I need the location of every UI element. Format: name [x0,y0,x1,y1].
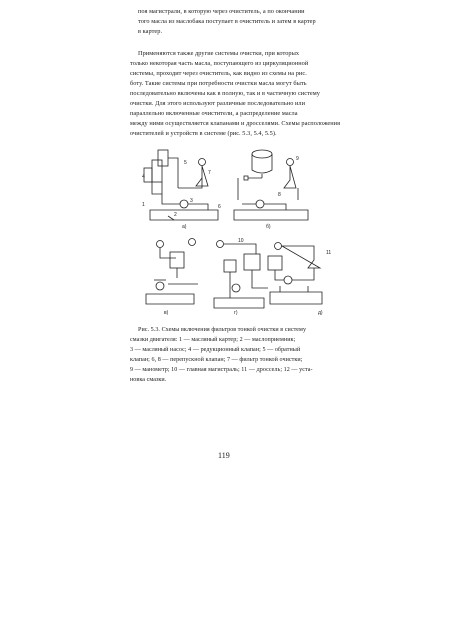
filter-body [152,160,162,182]
part-number: 2 [174,212,177,218]
caption-line: новка смазки. [130,377,167,383]
part-number: 7 [208,170,211,176]
text-line: Применяются также другие системы очистки, при которых [138,50,300,57]
subfigure-label: в) [164,310,169,316]
caption-line: клапан; 6, 8 — перепускной клапан; 7 — фильтр тонкой очистки; [130,357,303,363]
filter-symbol [284,166,296,188]
subfigure-label: г) [234,310,238,316]
text-line: системы, проходит через очиститель, как видно из схемы на рис. [130,70,307,77]
text-line: того масла из маслобака поступает в очиститель и затем в картер [138,18,316,25]
oil-pump [284,276,292,284]
caption-line: 3 — масляный насос; 4 — редукционный клапан; 5 — обратный [130,347,301,353]
oil-pump [180,200,188,208]
text-line: поя магистрали, в которую через очиститель, а по окончании [138,8,305,15]
caption-line: смазки двигателя: 1 — масляный картер; 2 — маслоприемник; [130,337,296,343]
subfigure-label: д) [318,310,323,316]
manometer [157,241,164,248]
text-line: последовательно включены как в полную, так и в частичную систему [130,90,320,97]
oil-pump [156,282,164,290]
filter-body [244,254,260,270]
lubrication-system-diagram [138,148,338,318]
manometer [217,241,224,248]
oil-line [224,244,256,254]
filter-body [268,256,282,270]
filter-body [144,168,152,182]
part-number: 4 [142,174,145,180]
caption-line: Рис. 5.3. Схемы включения фильтров тонкой очистки в систему [138,327,307,333]
oil-sump [270,292,322,304]
manometer [275,243,282,250]
oil-sump [214,298,264,308]
scheme-g [214,241,268,309]
caption-line: 9 — манометр; 10 — главная магистраль; 11 — дроссель; 12 — уста- [130,367,313,373]
oil-line [280,286,308,292]
oil-sump [146,294,194,304]
part-number: 8 [278,192,281,198]
page-number: 119 [218,451,230,460]
subfigure-label: а) [182,224,187,230]
filter-body [224,260,236,272]
part-number: 1 [142,202,145,208]
oil-pump [232,284,240,292]
filter-symbol [282,246,320,268]
text-line: очистителей и устройств в системе (рис. 5.3, 5.4, 5.5). [130,130,277,137]
text-line: в картер. [138,28,163,35]
oil-sump [234,210,308,220]
oil-pump [256,200,264,208]
scheme-d [268,243,322,305]
part-number: 11 [326,250,332,256]
text-line: очистки. Для этого используют различные последовательно или [130,100,306,107]
oil-line [152,182,162,198]
manometer [287,159,294,166]
oil-line [168,268,198,284]
part-number: 3 [190,198,193,204]
text-line: только некоторая часть масла, поступающего из циркуляционной [130,60,309,67]
part-number: 6 [218,204,221,210]
part-number: 5 [184,160,187,166]
oil-sump [150,210,218,220]
text-line: между ними осуществляется клапанами и дросселями. Схемы расположения [130,120,341,127]
tank-top [252,150,272,158]
oil-line [168,158,178,188]
subfigure-label: б) [266,224,271,230]
text-line: параллельно включенные очистители, а распределение масла [130,110,298,117]
scheme-a [144,150,218,220]
part-number: 10 [238,238,244,244]
manometer [189,239,196,246]
text-line: боту. Такие системы при потребности очистки масла могут быть [130,80,307,87]
oil-line [248,174,262,178]
valve [244,176,248,180]
oil-line [160,248,176,258]
manometer [199,159,206,166]
part-number: 9 [296,156,299,162]
filter-body [158,150,168,166]
filter-body [170,252,184,268]
scheme-v [146,239,198,305]
